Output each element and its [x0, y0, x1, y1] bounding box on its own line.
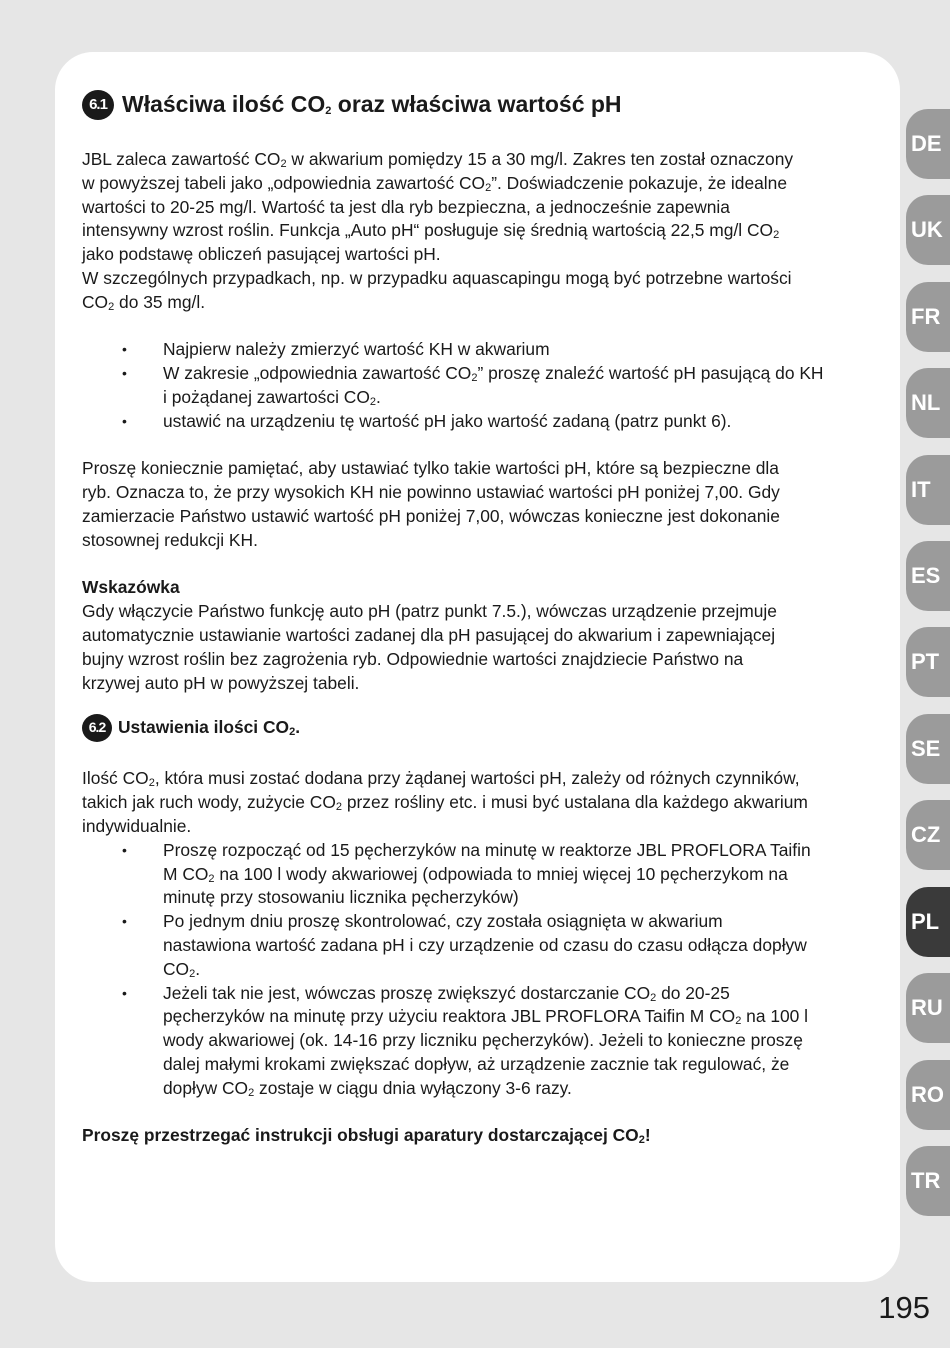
tab-cz[interactable]: CZ — [906, 800, 950, 870]
list-item: • Jeżeli tak nie jest, wówczas proszę zwiększyć dostarczanie $CO_2$ do 20-25 pęcherzyków na minutę przy użyciu reaktora JBL PROFLORA Taifin M $CO_2$ na 100 l wody akwariowej (ok. 14-16 przy liczniku pęcherzyków). Jeżeli to konieczne proszę dalej małymi krokami zwiększać dopływ, aż urządzenie zacznie tak regulować, że dopływ $CO_2$ zostaje w ciągu dnia wyłączony 3-6 razy. — [82, 982, 882, 1101]
list-item: • ustawić na urządzeniu tę wartość pH jako wartość zadaną (patrz punkt 6). — [82, 410, 882, 434]
tab-tr[interactable]: TR — [906, 1146, 950, 1216]
paragraph-intro: JBL zaleca zawartość $CO_2$ w akwarium pomiędzy 15 a 30 mg/l. Zakres ten został oznaczony w powyższej tabeli jako „odpowiednia zawartość $CO_2$”. Doświadczenie pokazuje, że idealne wartości to 20-25 mg/l. Wartość ta jest dla ryb bezpieczna, a jednocześnie zapewnia intensywny wzrost roślin. Funkcja „Auto pH“ posługuje się średnią wartością 22,5 mg/l $CO_2$ jako podstawę obliczeń pasującej wartości pH. W szczególnych przypadkach, np. w przypadku aquascapingu mogą być potrzebne wartości $CO_2$ do 35 mg/l. — [82, 149, 794, 313]
final-note: Proszę przestrzegać instrukcji obsługi aparatury dostarczającej $CO_2$! — [82, 1125, 651, 1147]
hint-block: Wskazówka Gdy włączycie Państwo funkcję auto pH (patrz punkt 7.5.), wówczas urządzenie przejmuje automatycznie ustawianie wartości zadanej dla pH pasującej do akwarium i zapewniającej bujny wzrost roślin bez zagrożenia ryb. Odpowiednie wartości znajdziecie Państwo na krzywej auto pH w powyższej tabeli. — [82, 576, 882, 695]
section-title: Właściwa ilość $CO_2$ oraz właściwa wartość pH — [122, 91, 622, 118]
tab-pt[interactable]: PT — [906, 627, 950, 697]
list-item: • Proszę rozpocząć od 15 pęcherzyków na minutę w reaktorze JBL PROFLORA Taifin M $CO_2$ na 100 l wody akwariowej (odpowiada to mniej więcej 10 pęcherzykom na minutę przy stosowaniu licznika pęcherzyków) — [82, 839, 882, 910]
tab-fr[interactable]: FR — [906, 282, 950, 352]
hint-title: Wskazówka — [82, 577, 180, 598]
tab-uk[interactable]: UK — [906, 195, 950, 265]
section-number-badge: 6.1 — [82, 90, 114, 120]
tab-es[interactable]: ES — [906, 541, 950, 611]
section-heading-6-1 — [82, 88, 882, 122]
tab-pl[interactable]: PL — [906, 887, 950, 957]
paragraph-co2-amount: Ilość $CO_2$, która musi zostać dodana przy żądanej wartości pH, zależy od różnych czynników, takich jak ruch wody, zużycie $CO_2$ przez rośliny etc. i musi być ustalana dla każdego akwarium indywidualnie. — [82, 768, 808, 836]
tab-nl[interactable]: NL — [906, 368, 950, 438]
section-title: Ustawienia ilości $CO_2$. — [118, 717, 301, 739]
document-content — [82, 88, 882, 1148]
tab-ro[interactable]: RO — [906, 1060, 950, 1130]
tab-de[interactable]: DE — [906, 109, 950, 179]
list-item: • Najpierw należy zmierzyć wartość KH w akwarium — [82, 338, 882, 362]
section-heading-6-2 — [82, 713, 882, 743]
list-item: • Po jednym dniu proszę skontrolować, czy została osiągnięta w akwarium nastawiona wartość zadana pH i czy urządzenie od czasu do czasu odłącza dopływ $CO_2$. — [82, 910, 882, 981]
page-number: 195 — [878, 1290, 930, 1325]
steps-list-2 — [82, 839, 882, 1101]
tab-it[interactable]: IT — [906, 455, 950, 525]
tab-se[interactable]: SE — [906, 714, 950, 784]
section-number-badge: 6.2 — [82, 714, 112, 742]
list-item: • W zakresie „odpowiednia zawartość $CO_2$” proszę znaleźć wartość pH pasującą do KH i pożądanej zawartości $CO_2$. — [82, 362, 882, 410]
paragraph-safety: Proszę koniecznie pamiętać, aby ustawiać tylko takie wartości pH, które są bezpieczne dla ryb. Oznacza to, że przy wysokich KH nie powinno ustawiać wartości pH poniżej 7,00. Gdy zamierzacie Państwo ustawić wartość pH poniżej 7,00, wówczas konieczne jest dokonanie stosownej redukcji KH. — [82, 458, 780, 550]
steps-list-1 — [82, 338, 882, 433]
tab-ru[interactable]: RU — [906, 973, 950, 1043]
